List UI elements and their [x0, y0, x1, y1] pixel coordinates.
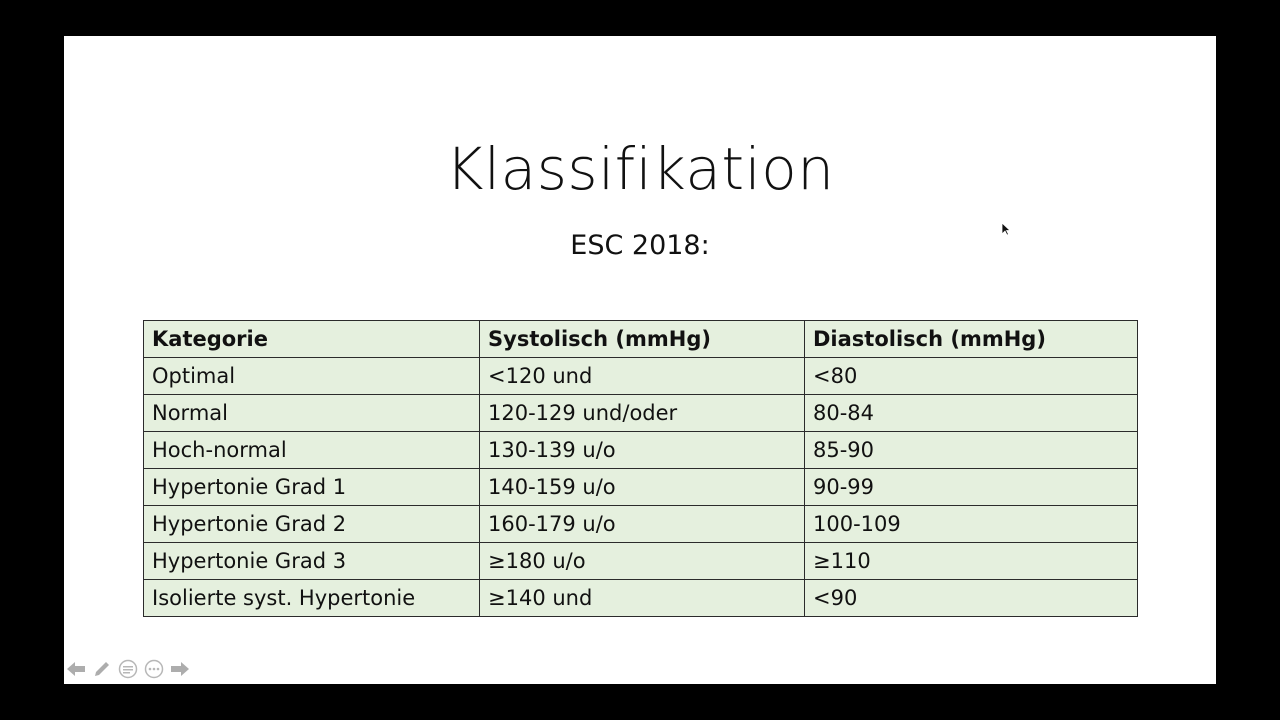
table-row — [144, 506, 1138, 543]
presentation-nav-bar — [66, 659, 190, 679]
header-systolisch: Systolisch (mmHg) — [480, 321, 805, 358]
cell-systolisch: <120 und — [480, 358, 805, 395]
arrow-right-icon — [170, 661, 190, 677]
arrow-left-icon — [66, 661, 86, 677]
table-row — [144, 432, 1138, 469]
subtitles-button[interactable] — [118, 659, 138, 679]
classification-table — [143, 320, 1138, 617]
cell-diastolisch: <90 — [805, 580, 1138, 617]
cell-diastolisch: 85-90 — [805, 432, 1138, 469]
cell-kategorie: Hoch-normal — [144, 432, 480, 469]
cell-diastolisch: ≥110 — [805, 543, 1138, 580]
cell-kategorie: Hypertonie Grad 1 — [144, 469, 480, 506]
cell-diastolisch: 80-84 — [805, 395, 1138, 432]
cell-systolisch: ≥180 u/o — [480, 543, 805, 580]
cell-kategorie: Optimal — [144, 358, 480, 395]
table-row — [144, 395, 1138, 432]
cell-systolisch: 140-159 u/o — [480, 469, 805, 506]
cell-systolisch: ≥140 und — [480, 580, 805, 617]
cell-diastolisch: <80 — [805, 358, 1138, 395]
slide-subtitle: ESC 2018: — [570, 230, 710, 261]
table-row — [144, 358, 1138, 395]
cell-diastolisch: 100-109 — [805, 506, 1138, 543]
cell-kategorie: Normal — [144, 395, 480, 432]
cell-kategorie: Hypertonie Grad 3 — [144, 543, 480, 580]
previous-slide-button[interactable] — [66, 659, 86, 679]
header-kategorie: Kategorie — [144, 321, 480, 358]
pen-tool-button[interactable] — [92, 659, 112, 679]
slide-title: Klassifikation — [445, 135, 835, 203]
cell-diastolisch: 90-99 — [805, 469, 1138, 506]
slide — [64, 36, 1216, 684]
cell-kategorie: Hypertonie Grad 2 — [144, 506, 480, 543]
cell-systolisch: 130-139 u/o — [480, 432, 805, 469]
table-row — [144, 543, 1138, 580]
table-row — [144, 469, 1138, 506]
more-options-button[interactable] — [144, 659, 164, 679]
next-slide-button[interactable] — [170, 659, 190, 679]
classification-table-container — [143, 320, 1138, 617]
header-diastolisch: Diastolisch (mmHg) — [805, 321, 1138, 358]
more-icon — [144, 659, 164, 679]
cell-systolisch: 120-129 und/oder — [480, 395, 805, 432]
cell-kategorie: Isolierte syst. Hypertonie — [144, 580, 480, 617]
table-row — [144, 580, 1138, 617]
table-header-row — [144, 321, 1138, 358]
cell-systolisch: 160-179 u/o — [480, 506, 805, 543]
subtitles-icon — [118, 659, 138, 679]
pen-icon — [92, 659, 112, 679]
mouse-cursor-icon — [1001, 222, 1011, 236]
